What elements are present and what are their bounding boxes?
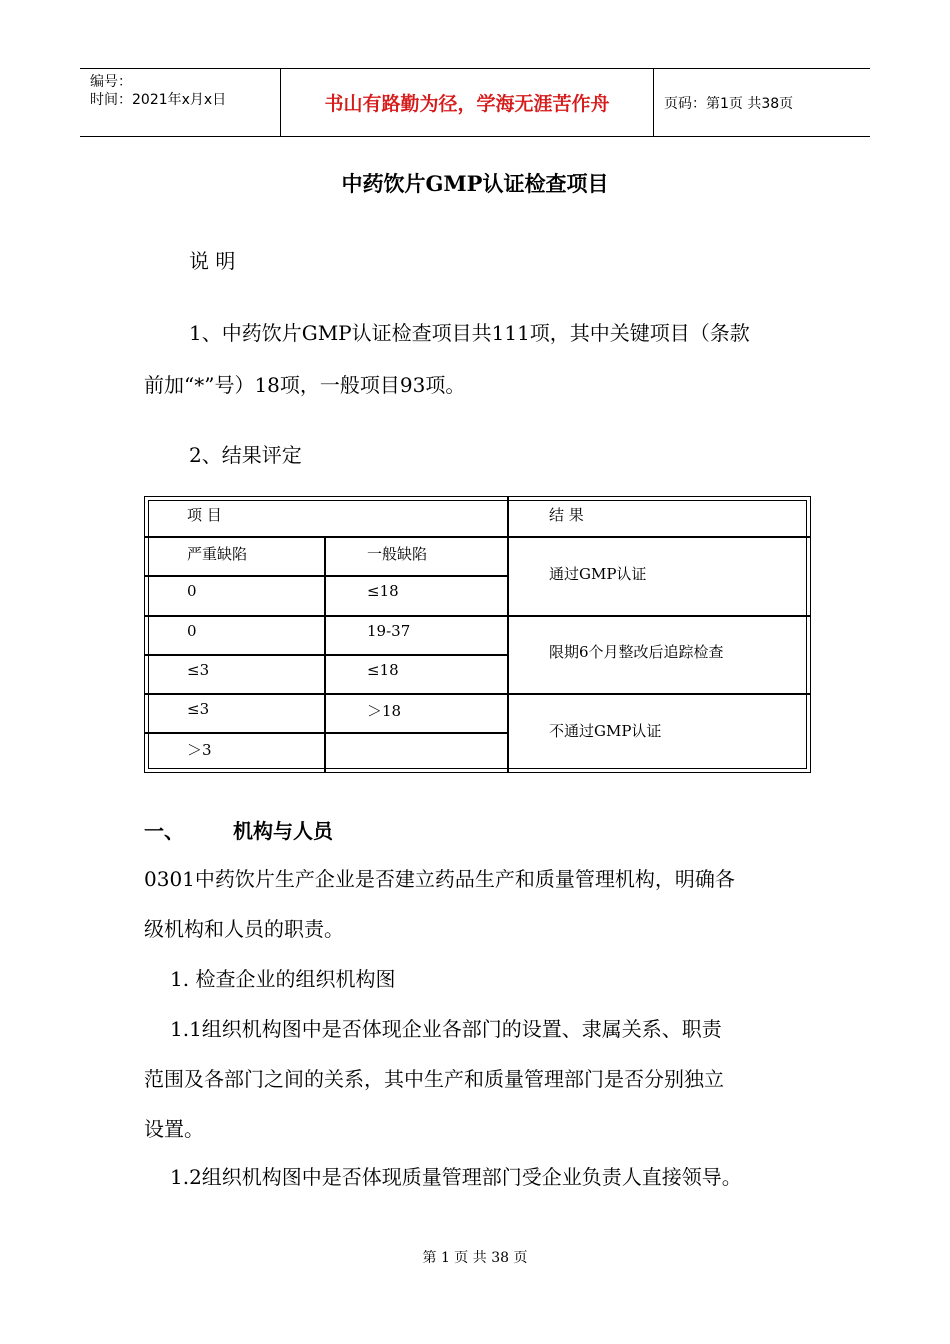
note-heading: 说 明	[189, 249, 236, 273]
table-cell-general: 19-37	[367, 622, 411, 640]
note-2: 2、结果评定	[189, 443, 302, 467]
table-cell-serious: ≤3	[187, 700, 210, 718]
page-header	[80, 68, 870, 137]
table-cell-result: 限期6个月整改后追踪检查	[549, 643, 724, 661]
clause-0301-line-2: 级机构和人员的职责。	[144, 917, 344, 941]
document-number-label: 编号：	[90, 74, 132, 90]
table-cell-serious: ＞3	[187, 741, 212, 759]
document-title: 中药饮片GMP认证检查项目	[341, 171, 609, 196]
table-cell-result: 通过GMP认证	[549, 565, 647, 583]
header-page-label: 页码：第1页 共38页	[664, 95, 794, 112]
clause-0301-line-1: 0301中药饮片生产企业是否建立药品生产和质量管理机构，明确各	[144, 867, 735, 891]
check-item-1-2: 1.2组织机构图中是否体现质量管理部门受企业负责人直接领导。	[170, 1165, 742, 1189]
table-cell-serious: ≤3	[187, 661, 210, 679]
table-cell-general: ≤18	[367, 661, 399, 679]
check-item-1-1-line-3: 设置。	[144, 1117, 204, 1141]
column-header-serious: 严重缺陷	[187, 545, 248, 563]
note-1-line-2: 前加“*”号）18项，一般项目93项。	[144, 373, 466, 397]
note-1-line-1: 1、中药饮片GMP认证检查项目共111项，其中关键项目（条款	[189, 321, 750, 345]
document-time-label: 时间：2021年x月x日	[90, 92, 227, 108]
table-cell-serious: 0	[187, 582, 197, 600]
check-item-1: 1. 检查企业的组织机构图	[170, 967, 396, 991]
table-cell-general: ≤18	[367, 582, 399, 600]
section-heading-number: 一、	[144, 819, 184, 843]
check-item-1-1-line-2: 范围及各部门之间的关系，其中生产和质量管理部门是否分别独立	[144, 1067, 724, 1091]
table-cell-general: ＞18	[367, 702, 402, 720]
column-header-result: 结 果	[549, 506, 584, 524]
column-header-general: 一般缺陷	[367, 545, 428, 563]
table-cell-result: 不通过GMP认证	[549, 722, 662, 740]
header-info	[80, 69, 280, 136]
header-motto: 书山有路勤为径，学海无涯苦作舟	[280, 69, 654, 136]
column-header-item: 项 目	[187, 506, 222, 524]
check-item-1-1-line-1: 1.1组织机构图中是否体现企业各部门的设置、隶属关系、职责	[170, 1017, 722, 1041]
page-footer: 第 1 页 共 38 页	[422, 1250, 528, 1266]
table-cell-serious: 0	[187, 622, 197, 640]
section-heading-text: 机构与人员	[233, 819, 333, 843]
results-table	[144, 496, 811, 773]
